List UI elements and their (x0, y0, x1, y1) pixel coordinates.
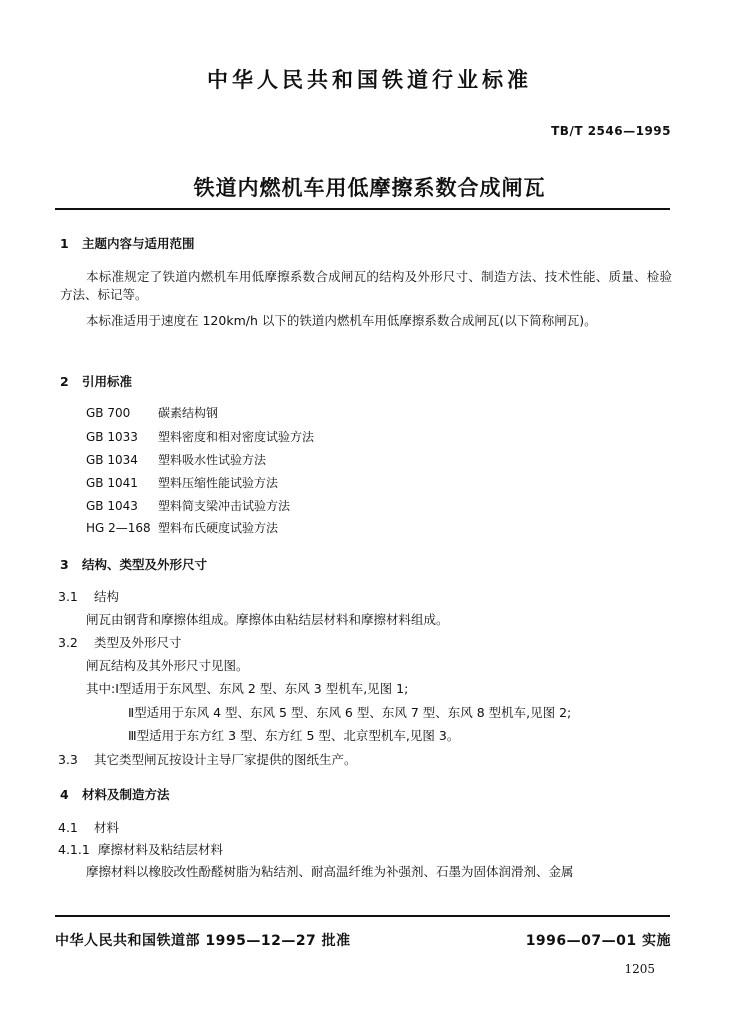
section-3-2-heading (58, 633, 182, 651)
section-1-heading (60, 234, 195, 252)
section-number: 2 (60, 374, 69, 389)
section-3-2-text: 闸瓦结构及其外形尺寸见图。 (86, 658, 249, 673)
reference-row (86, 428, 314, 445)
section-number: 3.3 (58, 752, 78, 767)
type-item-1: 其中:Ⅰ型适用于东风型、东风 2 型、东风 3 型机车,见图 1; (86, 681, 409, 696)
section-2-heading (60, 372, 132, 390)
section-title: 结构 (94, 589, 120, 604)
section-title: 主题内容与适用范围 (82, 236, 195, 251)
section-4-1-1-heading (58, 840, 223, 858)
section-number: 4 (60, 787, 69, 802)
reference-row (86, 404, 218, 421)
type-item-2: Ⅱ型适用于东风 4 型、东风 5 型、东风 6 型、东风 7 型、东风 8 型机车,见图 2; (128, 705, 572, 720)
section-number: 3 (60, 557, 69, 572)
effective-date: 1996—07—01 实施 (525, 933, 671, 949)
section-number: 3.1 (58, 589, 78, 604)
footer-divider (55, 915, 670, 917)
document-code: TB/T 2546—1995 (551, 124, 671, 138)
reference-code: GB 1034 (86, 453, 138, 467)
section-title: 结构、类型及外形尺寸 (82, 557, 208, 572)
section-3-3-paragraph (58, 750, 357, 768)
reference-name: 塑料简支梁冲击试验方法 (158, 499, 291, 513)
section-3-1-text: 闸瓦由钢背和摩擦体组成。摩擦体由粘结层材料和摩擦材料组成。 (86, 612, 449, 627)
reference-row (86, 451, 266, 468)
reference-row (86, 497, 290, 514)
reference-row (86, 474, 278, 491)
section-1-paragraph-2: 本标准适用于速度在 120km/h 以下的铁道内燃机车用低摩擦系数合成闸瓦(以下简称闸瓦)。 (86, 313, 597, 328)
section-number: 4.1 (58, 820, 78, 835)
standard-org-title: 中华人民共和国铁道行业标准 (207, 68, 532, 92)
reference-name: 塑料密度和相对密度试验方法 (158, 430, 315, 444)
section-text: 其它类型闸瓦按设计主导厂家提供的图纸生产。 (94, 752, 357, 767)
document-title: 铁道内燃机车用低摩擦系数合成闸瓦 (193, 176, 546, 200)
reference-row (86, 519, 278, 536)
section-number: 1 (60, 236, 69, 251)
reference-code: GB 1043 (86, 499, 138, 513)
reference-name: 塑料压缩性能试验方法 (158, 476, 279, 490)
section-3-1-heading (58, 587, 119, 605)
section-number: 4.1.1 (58, 842, 90, 857)
approval-statement: 中华人民共和国铁道部 1995—12—27 批准 (55, 933, 351, 949)
reference-code: GB 700 (86, 406, 131, 420)
section-title: 引用标准 (82, 374, 133, 389)
section-title: 类型及外形尺寸 (94, 635, 182, 650)
section-title: 材料 (94, 820, 120, 835)
reference-code: GB 1033 (86, 430, 138, 444)
reference-code: HG 2—168 (86, 521, 151, 535)
reference-code: GB 1041 (86, 476, 138, 490)
section-title: 材料及制造方法 (82, 787, 170, 802)
section-number: 3.2 (58, 635, 78, 650)
reference-name: 塑料布氏硬度试验方法 (158, 521, 279, 535)
section-1-paragraph-1: 本标准规定了铁道内燃机车用低摩擦系数合成闸瓦的结构及外形尺寸、制造方法、技术性能、质量、检验方法、标记等。 (60, 269, 672, 302)
section-4-heading (60, 785, 170, 803)
reference-name: 碳素结构钢 (158, 406, 219, 420)
reference-name: 塑料吸水性试验方法 (158, 453, 267, 467)
section-title: 摩擦材料及粘结层材料 (98, 842, 224, 857)
page-number: 1205 (624, 962, 655, 976)
section-4-1-1-text: 摩擦材料以橡胶改性酚醛树脂为粘结剂、耐高温纤维为补强剂、石墨为固体润滑剂、金属 (86, 864, 574, 879)
section-3-heading (60, 555, 207, 573)
section-4-1-heading (58, 818, 119, 836)
type-item-3: Ⅲ型适用于东方红 3 型、东方红 5 型、北京型机车,见图 3。 (128, 728, 460, 743)
title-divider (55, 208, 670, 210)
